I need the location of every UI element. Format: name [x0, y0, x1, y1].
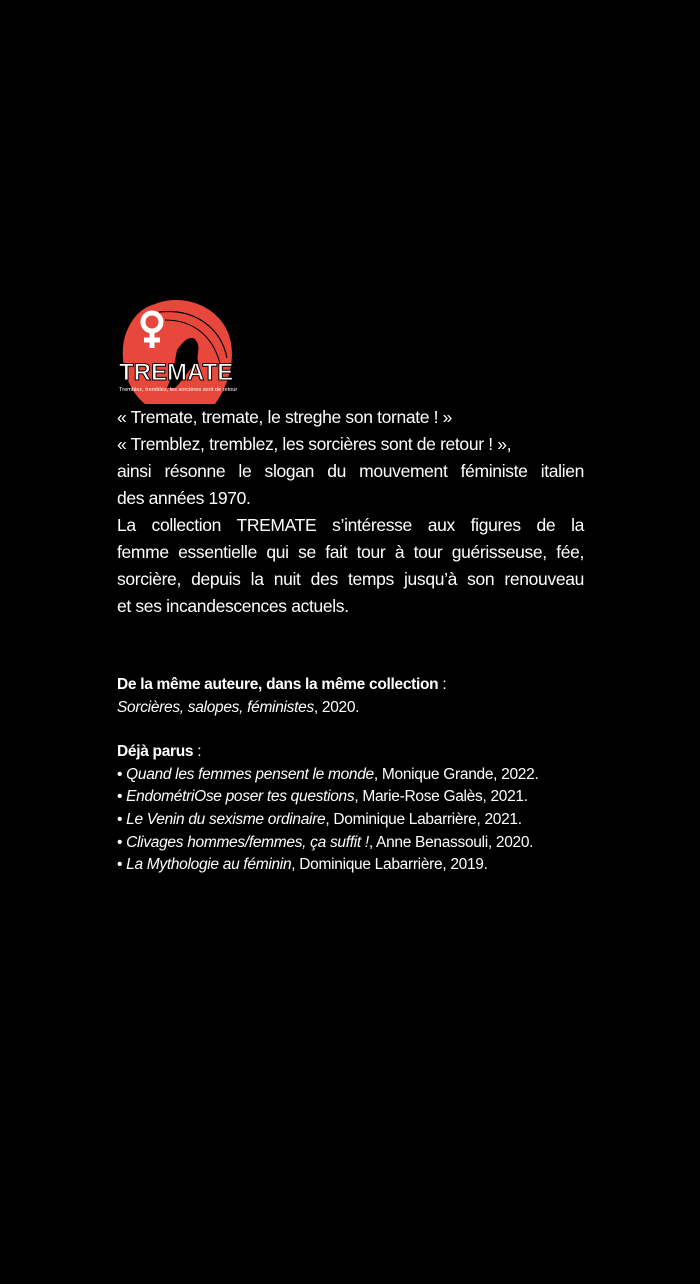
- list-item: [117, 832, 597, 855]
- bullet: •: [117, 765, 127, 783]
- book-info: , 2020.: [313, 698, 360, 716]
- book-info: , Dominique Labarrière, 2019.: [291, 856, 488, 874]
- list-item: [117, 786, 597, 809]
- colon: :: [438, 676, 447, 693]
- bullet: •: [117, 856, 127, 874]
- same-author-heading: [117, 674, 597, 697]
- book-info: , Dominique Labarrière, 2021.: [325, 810, 522, 828]
- bullet: •: [117, 810, 127, 828]
- same-author-book: [117, 697, 597, 720]
- book-title: EndométriOse poser tes questions: [126, 788, 355, 806]
- list-item: [117, 764, 597, 787]
- intro-line: sorcière, depuis la nuit des temps jusqu’à son renouveau: [117, 569, 584, 589]
- intro-line: « Tremblez, tremblez, les sorcières sont de retour ! »,: [117, 434, 512, 454]
- bullet: •: [117, 833, 127, 851]
- intro-line: La collection TREMATE s’intéresse aux figures de la: [117, 515, 584, 535]
- bullet: •: [117, 788, 127, 806]
- intro-line: et ses incandescences actuels.: [117, 596, 349, 616]
- list-item: [117, 809, 597, 832]
- book-title: La Mythologie au féminin: [126, 856, 292, 874]
- already-published-heading: [117, 741, 597, 764]
- intro-line: ainsi résonne le slogan du mouvement féministe italien: [117, 461, 584, 481]
- book-title: Le Venin du sexisme ordinaire: [126, 810, 326, 828]
- intro-line: femme essentielle qui se fait tour à tour guérisseuse, fée,: [117, 542, 584, 562]
- tremate-logo: [115, 298, 247, 406]
- book-info: , Marie-Rose Galès, 2021.: [354, 788, 528, 806]
- heading-text: De la même auteure, dans la même collection: [117, 676, 439, 693]
- book-info: , Monique Grande, 2022.: [373, 765, 539, 783]
- book-title: Clivages hommes/femmes, ça suffit !: [126, 833, 369, 851]
- intro-line: des années 1970.: [117, 488, 251, 508]
- logo-wordmark: TREMATE: [119, 359, 234, 386]
- collection-description: [117, 404, 584, 620]
- book-info: , Anne Benassouli, 2020.: [368, 833, 534, 851]
- book-title: Sorcières, salopes, féministes: [117, 698, 314, 716]
- book-title: Quand les femmes pensent le monde: [126, 765, 374, 783]
- heading-text: Déjà parus: [117, 743, 194, 761]
- list-item: [117, 854, 597, 877]
- bibliography: [117, 674, 597, 877]
- colon: :: [193, 743, 202, 761]
- intro-line: « Tremate, tremate, le streghe son tornate ! »: [117, 407, 453, 427]
- logo-tagline: Tremblez, tremblez, les sorcières sont de retour: [119, 387, 238, 393]
